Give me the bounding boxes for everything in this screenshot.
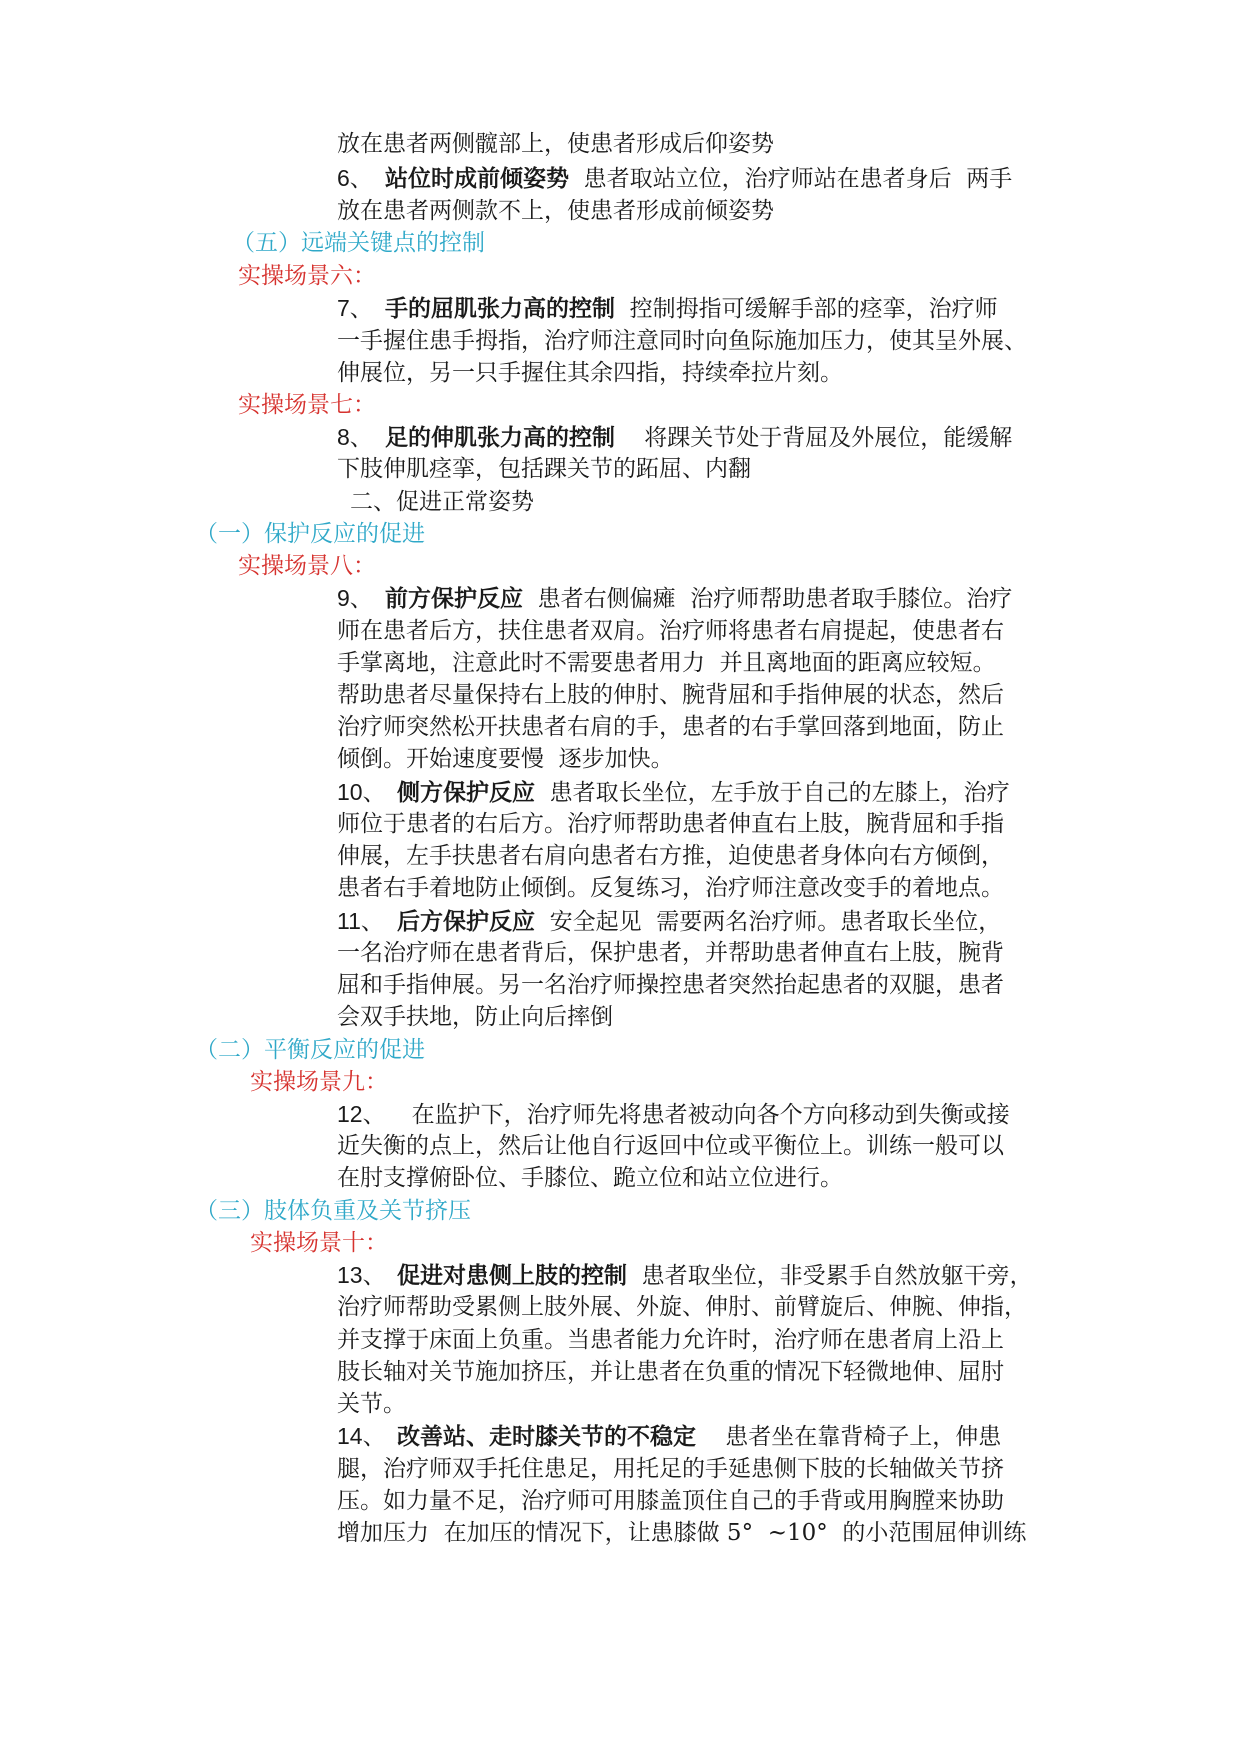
line-text: 伸展，左手扶患者右肩向患者右方推，迫使患者身体向右方倾倒， [337,843,1004,869]
body-text-line [337,647,996,679]
item-title: 后方保护反应 [397,909,535,935]
body-text-line [337,195,774,227]
line-text: 一手握住患手拇指，治疗师注意同时向鱼际施加压力，使其呈外展、 [337,328,1027,354]
body-text-line [337,615,1004,647]
body-text-line [337,453,751,485]
numbered-item-line [337,292,998,325]
line-text: 控制拇指可缓解手部的痉挛，治疗师 [615,296,998,322]
line-text: 手掌离地，注意此时不需要患者用力 并且离地面的距离应较短。 [337,650,996,676]
line-text: 压。如力量不足，治疗师可用膝盖顶住自己的手背或用胸膛来协助 [337,1488,1004,1514]
body-text-line [337,1517,1026,1549]
numbered-item-line [337,421,1012,454]
line-text: 患者右手着地防止倾倒。反复练习，治疗师注意改变手的着地点。 [337,875,1004,901]
line-text: 会双手扶地，防止向后摔倒 [337,1004,613,1030]
numbered-item-line [337,905,1001,938]
body-text-line [337,1130,1004,1162]
line-text: 近失衡的点上，然后让他自行返回中位或平衡位上。训练一般可以 [337,1133,1004,1159]
scenario-label [250,1227,388,1259]
numbered-item-line [337,582,1012,615]
line-text: 在监护下，治疗师先将患者被动向各个方向移动到失衡或接 [397,1102,1010,1128]
body-text-line [337,1001,613,1033]
item-title: 站位时成前倾姿势 [385,166,569,192]
scenario-label [238,550,376,582]
line-text: 增加压力 在加压的情况下，让患膝做 5° ~10° 的小范围屈伸训练 [337,1520,1027,1546]
line-text: 患者右侧偏瘫 治疗师帮助患者取手膝位。治疗 [523,586,1013,612]
line-text: 师位于患者的右后方。治疗师帮助患者伸直右上肢，腕背屈和手指 [337,811,1004,837]
line-text: 患者取长坐位，左手放于自己的左膝上，治疗 [535,780,1010,806]
body-text-line [337,937,1004,969]
body-text-line [337,1324,1004,1356]
line-text: 肢长轴对关节施加挤压，并让患者在负重的情况下轻微地伸、屈肘 [337,1359,1004,1385]
body-text-line [337,711,1004,743]
numbered-item-line [337,1420,1001,1453]
line-text: （二）平衡反应的促进 [195,1037,425,1063]
line-text: （一）保护反应的促进 [195,521,425,547]
line-text: 并支撑于床面上负重。当患者能力允许时，治疗师在患者肩上沿上 [337,1327,1004,1353]
line-text: 患者取坐位，非受累手自然放躯干旁， [627,1263,1033,1289]
item-number: 10、 [337,779,386,805]
section-heading [195,1034,425,1066]
body-text-line [337,679,1004,711]
body-text-line [337,128,774,160]
line-text: 屈和手指伸展。另一名治疗师操控患者突然抬起患者的双腿，患者 [337,972,1004,998]
body-text-line [337,325,1027,357]
item-number: 12、 [337,1101,386,1127]
line-text: 帮助患者尽量保持右上肢的伸肘、腕背屈和手指伸展的状态，然后 [337,682,1004,708]
section-heading [195,518,425,550]
scenario-label [238,260,376,292]
body-text-line [350,486,534,518]
numbered-item-line [337,162,1012,195]
line-text: 将踝关节处于背屈及外展位，能缓解 [615,425,1013,451]
item-title: 改善站、走时膝关节的不稳定 [397,1424,696,1450]
line-text: 伸展位，另一只手握住其余四指，持续牵拉片刻。 [337,360,843,386]
line-text: 下肢伸肌痉挛，包括踝关节的跖屈、内翻 [337,456,751,482]
section-heading [195,1195,471,1227]
line-text: 腿，治疗师双手托住患足，用托足的手延患侧下肢的长轴做关节挤 [337,1456,1004,1482]
body-text-line [337,1162,843,1194]
line-text: 在肘支撑俯卧位、手膝位、跪立位和站立位进行。 [337,1165,843,1191]
body-text-line [337,969,1004,1001]
line-text: 患者坐在靠背椅子上，伸患 [696,1424,1002,1450]
item-title: 手的屈肌张力高的控制 [385,296,615,322]
line-text: 实操场景九： [250,1069,388,1095]
item-number: 14、 [337,1423,386,1449]
line-text: 患者取站立位，治疗师站在患者身后 两手 [569,166,1013,192]
line-text: 放在患者两侧款不上，使患者形成前倾姿势 [337,198,774,224]
numbered-item-line [337,1259,1033,1292]
line-text: 实操场景六： [238,263,376,289]
item-title: 前方保护反应 [385,586,523,612]
item-number: 11、 [337,908,384,934]
item-title: 促进对患侧上肢的控制 [397,1263,627,1289]
line-text: 师在患者后方，扶住患者双肩。治疗师将患者右肩提起，使患者右 [337,618,1004,644]
line-text: （五）远端关键点的控制 [232,230,485,256]
body-text-line [337,743,674,775]
line-text: 关节。 [337,1391,406,1417]
body-text-line [337,1453,1004,1485]
body-text-line [337,1388,406,1420]
line-text: 实操场景十： [250,1230,388,1256]
scenario-label [238,389,376,421]
item-title: 足的伸肌张力高的控制 [385,425,615,451]
body-text-line [337,872,1004,904]
body-text-line [337,1485,1004,1517]
item-number: 13、 [337,1262,386,1288]
item-number: 6、 [337,165,373,191]
line-text: 放在患者两侧髋部上，使患者形成后仰姿势 [337,131,774,157]
line-text: 倾倒。开始速度要慢 逐步加快。 [337,746,674,772]
body-text-line [337,840,1004,872]
line-text: 治疗师帮助受累侧上肢外展、外旋、伸肘、前臂旋后、伸腕、伸指， [337,1294,1027,1320]
line-text: （三）肢体负重及关节挤压 [195,1198,471,1224]
line-text: 实操场景七： [238,392,376,418]
numbered-item-line [337,1098,1010,1131]
item-title: 侧方保护反应 [397,780,535,806]
line-text: 安全起见 需要两名治疗师。患者取长坐位， [535,909,1002,935]
numbered-item-line [337,776,1010,809]
item-number: 7、 [337,295,373,321]
body-text-line [337,357,843,389]
body-text-line [337,1291,1027,1323]
item-number: 9、 [337,585,373,611]
line-text: 二、促进正常姿势 [350,489,534,515]
item-number: 8、 [337,424,373,450]
line-text: 实操场景八： [238,553,376,579]
body-text-line [337,1356,1004,1388]
section-heading [232,227,485,259]
line-text: 治疗师突然松开扶患者右肩的手，患者的右手掌回落到地面，防止 [337,714,1004,740]
body-text-line [337,808,1004,840]
line-text: 一名治疗师在患者背后，保护患者，并帮助患者伸直右上肢，腕背 [337,940,1004,966]
scenario-label [250,1066,388,1098]
